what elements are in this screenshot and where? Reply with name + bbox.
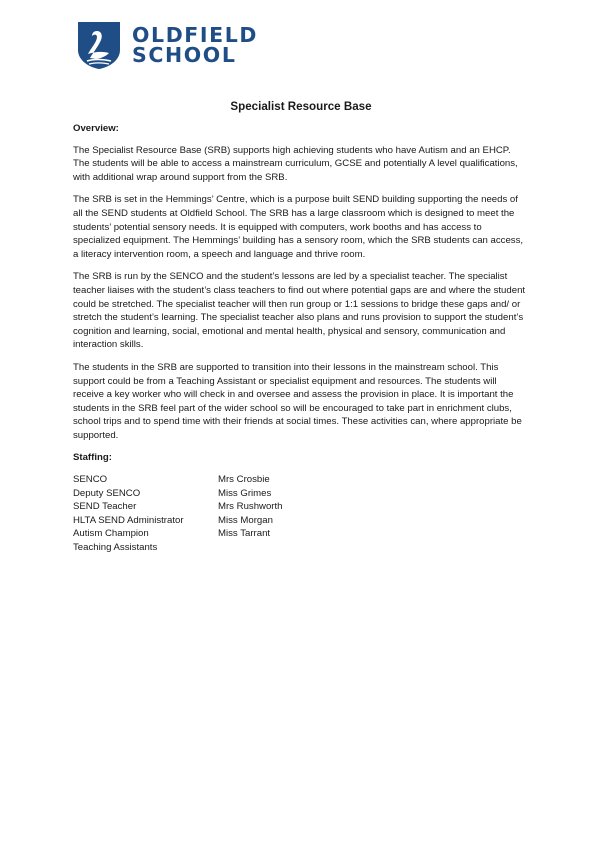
staffing-heading: Staffing:	[73, 452, 112, 464]
staff-name: Miss Grimes	[218, 487, 272, 499]
staff-role: SENCO	[73, 474, 108, 486]
staff-row	[73, 541, 529, 555]
staff-name: Miss Morgan	[218, 514, 273, 526]
document-body	[73, 100, 529, 555]
staff-row	[73, 473, 529, 487]
staff-row	[73, 527, 529, 541]
swan-shield-icon	[76, 20, 122, 70]
paragraph-senco: The SRB is run by the SENCO and the student’s lessons are led by a specialist teacher. The specialist teacher liaises with the student’s class teachers to find out where potential gaps are and where the student could be stretched. The specialist teacher will then run group or 1:1 sessions to bridge these gaps and/ or stretch the student’s learning. The specialist teacher also plans and runs provision to support the student’s cognition and learning, social, emotional and mental health, physical and sensory, communication and interaction skills.	[73, 271, 526, 351]
staff-name: Mrs Rushworth	[218, 501, 283, 513]
staff-row	[73, 500, 529, 514]
staff-role: SEND Teacher	[73, 501, 137, 513]
school-name	[132, 25, 258, 65]
overview-heading: Overview:	[73, 123, 119, 134]
staff-role: HLTA SEND Administrator	[73, 514, 184, 526]
school-name-line1: OLDFIELD	[132, 23, 259, 47]
staff-name: Miss Tarrant	[218, 528, 271, 540]
staff-role: Deputy SENCO	[73, 487, 141, 499]
staff-role: Teaching Assistants	[73, 542, 158, 554]
school-logo	[76, 20, 258, 70]
staff-name: Mrs Crosbie	[218, 474, 270, 486]
page-title: Specialist Resource Base	[230, 100, 372, 113]
paragraph-hemmings-centre: The SRB is set in the Hemmings’ Centre, which is a purpose built SEND building supporting the needs of all the SEND students at Oldfield School. The SRB has a large classroom which is designed to meet the students’ potential sensory needs. It is equipped with computers, work booths and has access to specialized equipment. The Hemmings’ building has a sensory room, which the SRB students can access, a literacy intervention room, a speech and language and thrive room.	[73, 194, 524, 260]
staff-list	[73, 473, 529, 555]
staff-row	[73, 487, 529, 501]
staff-row	[73, 514, 529, 528]
school-name-line2: SCHOOL	[132, 43, 237, 67]
paragraph-transition: The students in the SRB are supported to transition into their lessons in the mainstream school. This support could be from a Teaching Assistant or specialist equipment and resources. The students will receive a key worker who will check in and oversee and assess the provision in place. It is important the students in the SRB feel part of the wider school so will be encouraged to take part in enrichment clubs, school trips and to spend time with their friends at social times. These activities can, where appropriate be supported.	[73, 361, 522, 441]
paragraph-intro: The Specialist Resource Base (SRB) supports high achieving students who have Autism and an EHCP. The students will be able to access a mainstream curriculum, GCSE and potentially A level qualifications, with additional wrap around support from the SRB.	[73, 144, 518, 183]
staff-role: Autism Champion	[73, 528, 149, 540]
